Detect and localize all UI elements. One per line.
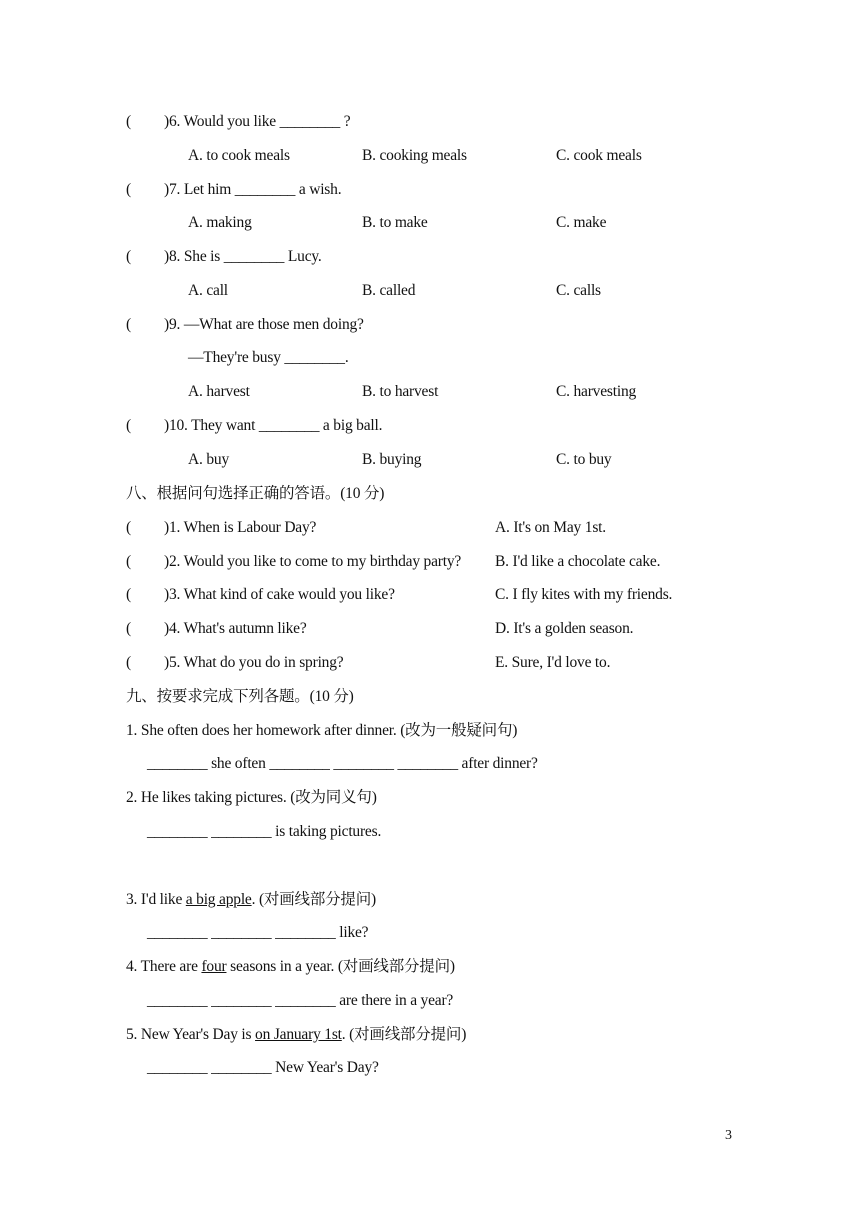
- option-c: C. make: [556, 214, 607, 231]
- task-question: [126, 957, 455, 977]
- match-answer: A. It's on May 1st.: [495, 519, 606, 536]
- question-text: 4. There are: [126, 958, 202, 975]
- question-stem: )9. —What are those men doing?: [164, 316, 364, 333]
- question-text: seasons in a year. (对画线部分提问): [226, 958, 455, 975]
- underlined-phrase: on January 1st: [255, 1026, 342, 1043]
- option-b: B. called: [362, 282, 416, 299]
- answer-line: ________ ________ is taking pictures.: [147, 823, 382, 840]
- option-c: C. harvesting: [556, 383, 637, 400]
- option-a: A. harvest: [188, 383, 250, 400]
- answer-paren: (: [126, 586, 131, 603]
- underlined-phrase: a big apple: [185, 891, 252, 908]
- answer-line: ________ ________ New Year's Day?: [147, 1059, 379, 1076]
- page-number: 3: [725, 1128, 732, 1143]
- question-stem: )8. She is ________ Lucy.: [164, 248, 322, 265]
- answer-paren: (: [126, 417, 131, 434]
- question-text: . (对画线部分提问): [341, 1026, 467, 1043]
- option-a: A. call: [188, 282, 228, 299]
- question-text: 3. I'd like: [126, 891, 186, 908]
- match-question: )2. Would you like to come to my birthday party?: [164, 553, 462, 570]
- option-c: C. cook meals: [556, 147, 642, 164]
- question-stem: )6. Would you like ________ ?: [164, 113, 351, 130]
- answer-line: ________ ________ ________ like?: [147, 924, 369, 941]
- answer-paren: (: [126, 519, 131, 536]
- match-question: )3. What kind of cake would you like?: [164, 586, 395, 603]
- option-b: B. buying: [362, 451, 422, 468]
- option-c: C. calls: [556, 282, 601, 299]
- question-stem: )10. They want ________ a big ball.: [164, 417, 383, 434]
- match-answer: C. I fly kites with my friends.: [495, 586, 673, 603]
- match-question: )4. What's autumn like?: [164, 620, 307, 637]
- match-question: )1. When is Labour Day?: [164, 519, 317, 536]
- match-answer: E. Sure, I'd love to.: [495, 654, 611, 671]
- match-answer: B. I'd like a chocolate cake.: [495, 553, 661, 570]
- option-c: C. to buy: [556, 451, 612, 468]
- underlined-phrase: four: [201, 958, 227, 975]
- question-text: 5. New Year's Day is: [126, 1026, 256, 1043]
- question-text: . (对画线部分提问): [251, 891, 376, 908]
- task-question: [126, 1025, 466, 1045]
- question-line2: —They're busy ________.: [188, 349, 349, 366]
- answer-paren: (: [126, 553, 131, 570]
- answer-paren: (: [126, 316, 131, 333]
- section-title: 九、按要求完成下列各题。(10 分): [126, 688, 354, 705]
- option-a: A. to cook meals: [188, 147, 290, 164]
- answer-line: ________ she often ________ ________ ________ after dinner?: [147, 755, 538, 772]
- answer-line: ________ ________ ________ are there in a year?: [147, 992, 454, 1009]
- answer-paren: (: [126, 248, 131, 265]
- question-stem: )7. Let him ________ a wish.: [164, 181, 342, 198]
- option-a: A. buy: [188, 451, 229, 468]
- match-answer: D. It's a golden season.: [495, 620, 634, 637]
- option-b: B. to make: [362, 214, 428, 231]
- task-question: 2. He likes taking pictures. (改为同义句): [126, 789, 377, 806]
- answer-paren: (: [126, 654, 131, 671]
- answer-paren: (: [126, 113, 131, 130]
- match-question: )5. What do you do in spring?: [164, 654, 344, 671]
- option-a: A. making: [188, 214, 252, 231]
- option-b: B. to harvest: [362, 383, 439, 400]
- section-title: 八、根据问句选择正确的答语。(10 分): [126, 485, 385, 502]
- answer-paren: (: [126, 620, 131, 637]
- task-question: [126, 890, 376, 910]
- option-b: B. cooking meals: [362, 147, 467, 164]
- answer-paren: (: [126, 181, 131, 198]
- task-question: 1. She often does her homework after dinner. (改为一般疑问句): [126, 722, 518, 739]
